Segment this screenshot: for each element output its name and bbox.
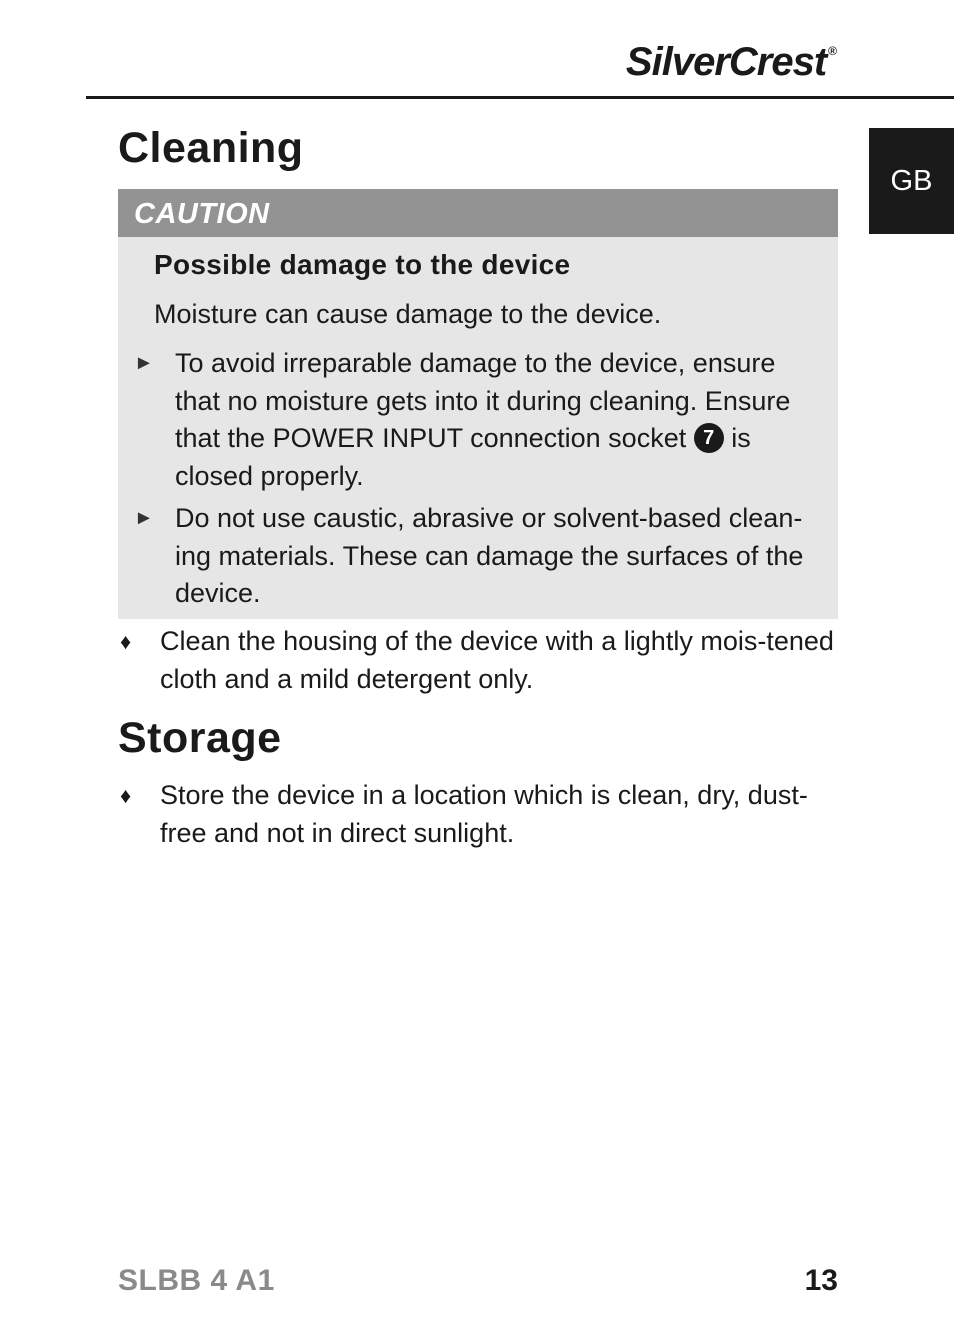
caution-box bbox=[118, 189, 838, 619]
diamond-icon: ♦ bbox=[120, 629, 132, 654]
brand-logo bbox=[626, 40, 836, 85]
caution-bullet-text-part: To avoid irreparable damage to the device, ensure that no moisture gets into it during cleaning. Ensure that the POWER INPUT connection socket bbox=[175, 348, 791, 453]
registered-mark: ® bbox=[828, 44, 836, 58]
arrow-right-icon: ► bbox=[134, 352, 154, 374]
storage-instruction-text: Store the device in a location which is clean, dry, dust-free and not in direct sunlight. bbox=[160, 780, 808, 848]
arrow-right-icon: ► bbox=[134, 507, 154, 529]
diamond-icon: ♦ bbox=[120, 783, 132, 808]
cleaning-instruction-text: Clean the housing of the device with a lightly mois-tened cloth and a mild detergent only. bbox=[160, 626, 834, 694]
reference-number-badge: 7 bbox=[694, 423, 724, 453]
caution-bullet-text: Do not use caustic, abrasive or solvent-based clean-ing materials. These can damage the surfaces of the device. bbox=[175, 503, 804, 608]
caution-label: CAUTION bbox=[118, 189, 838, 237]
page-number: 13 bbox=[804, 1264, 838, 1297]
caution-bullet-text bbox=[175, 345, 824, 495]
section-title-cleaning: Cleaning bbox=[118, 124, 304, 172]
brand-name: SilverCrest bbox=[625, 40, 827, 84]
header-rule bbox=[86, 96, 954, 99]
language-tab-label: GB bbox=[890, 164, 933, 197]
caution-heading: Possible damage to the device bbox=[154, 249, 571, 280]
caution-text: Moisture can cause damage to the device. bbox=[154, 299, 662, 329]
language-tab bbox=[869, 128, 954, 234]
footer-model: SLBB 4 A1 bbox=[118, 1264, 275, 1297]
section-title-storage: Storage bbox=[118, 714, 282, 762]
caution-bullet-text-part: is closed properly. bbox=[175, 423, 751, 491]
